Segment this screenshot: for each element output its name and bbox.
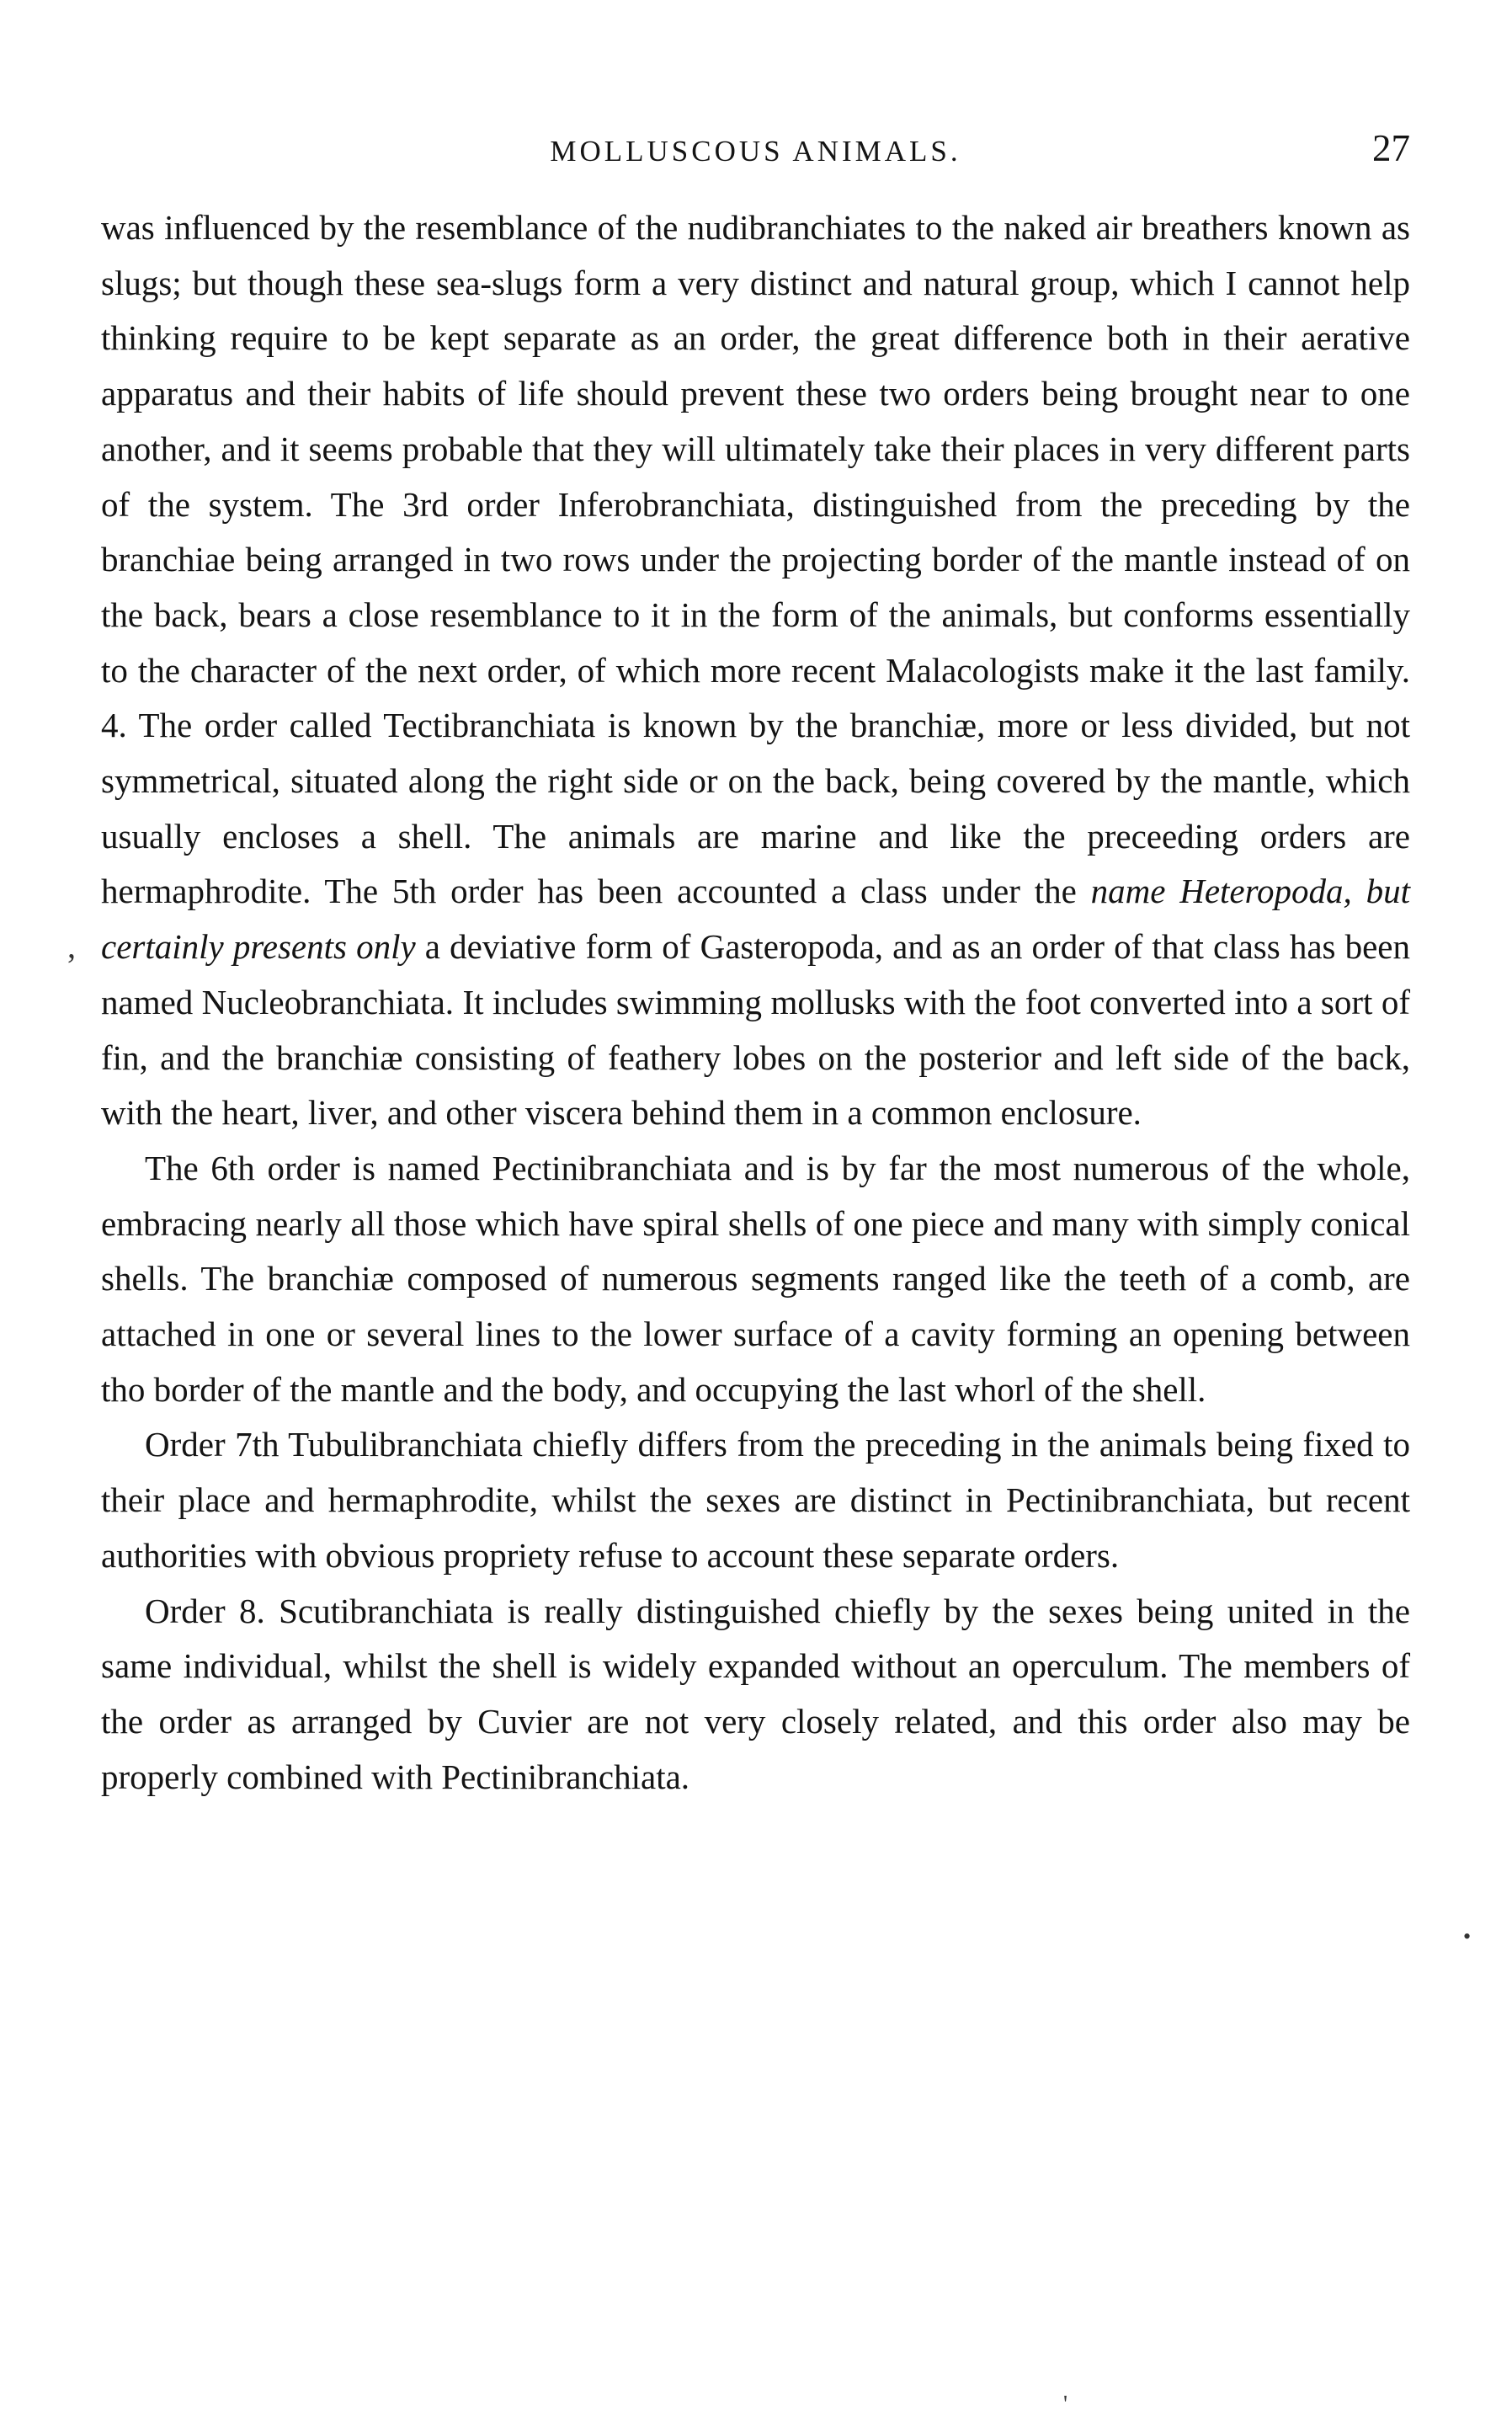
- bottom-speck-mark: ': [1063, 2392, 1068, 2418]
- margin-dot-mark: •: [1463, 1924, 1472, 1949]
- body-text: [101, 200, 1410, 1805]
- page-number: 27: [1372, 127, 1410, 169]
- running-head-title: MOLLUSCOUS ANIMALS.: [550, 135, 961, 168]
- paragraph-4: [101, 1584, 1410, 1805]
- paragraph-text: Order 8. Scutibranchiata is really distinguished chiefly by the sexes being united in the same individual, whilst the shell is widely expanded without an operculum. The members of the order as arranged by Cuvier are not very closely related, and this order also may be properly combined with Pectinibranchiata.: [101, 1591, 1410, 1796]
- paragraph-text: was influenced by the resemblance of the nudibranchiates to the naked air breathers known as slugs; but though these sea-slugs form a very distinct and natural group, which I cannot help thinking require to be kept separate as an order, the great difference both in their aerative apparatus and their habits of life should prevent these two orders being brought near to one another, and it seems probable that they will ultimately take their places in very different parts of the system. The 3rd order Inferobranchiata, distinguished from the preceding by the branchiae being arranged in two rows under the projecting border of the mantle instead of on the back, bears a close resemblance to it in the form of the animals, but conforms essentially to the character of the next order, of which more recent Malacologists make it the last family. 4. The order called Tectibranchiata is known by the branchiæ, more or less divided, but not symmetrical, situated along the right side or on the back, being covered by the mantle, which usually encloses a shell. The animals are marine and like the preceeding orders are hermaphrodite. The 5th order has been accounted a class under the: [101, 208, 1410, 911]
- paragraph-2: [101, 1141, 1410, 1418]
- paragraph-text: Order 7th Tubulibranchiata chiefly differs from the preceding in the animals being fixed to their place and hermaphrodite, whilst the sexes are distinct in Pectinibranchiata, but recent authorities with obvious propriety refuse to account these separate orders.: [101, 1425, 1410, 1575]
- paragraph-1: [101, 200, 1410, 1141]
- paragraph-text: The 6th order is named Pectinibranchiata and is by far the most numerous of the whole, embracing nearly all those which have spiral shells of one piece and many with simply conical shells. The branchiæ composed of numerous segments ranged like the teeth of a comb, are attached in one or several lines to the lower surface of a cavity forming an opening between tho border of the mantle and the body, and occupying the last whorl of the shell.: [101, 1148, 1410, 1409]
- paragraph-italic-text: name Heteropoda, but certainly presents only: [101, 872, 1410, 967]
- running-head: [101, 126, 1410, 177]
- paragraph-text: a deviative form of Gasteropoda, and as an order of that class has been named Nucleobranchiata. It includes swimming mollusks with the foot converted into a sort of fin, and the branchiæ consisting of feathery lobes on the posterior and left side of the back, with the heart, liver, and other viscera behind them in a common enclosure.: [101, 927, 1411, 1133]
- margin-comma-mark: ,: [67, 927, 76, 965]
- paragraph-3: [101, 1417, 1410, 1583]
